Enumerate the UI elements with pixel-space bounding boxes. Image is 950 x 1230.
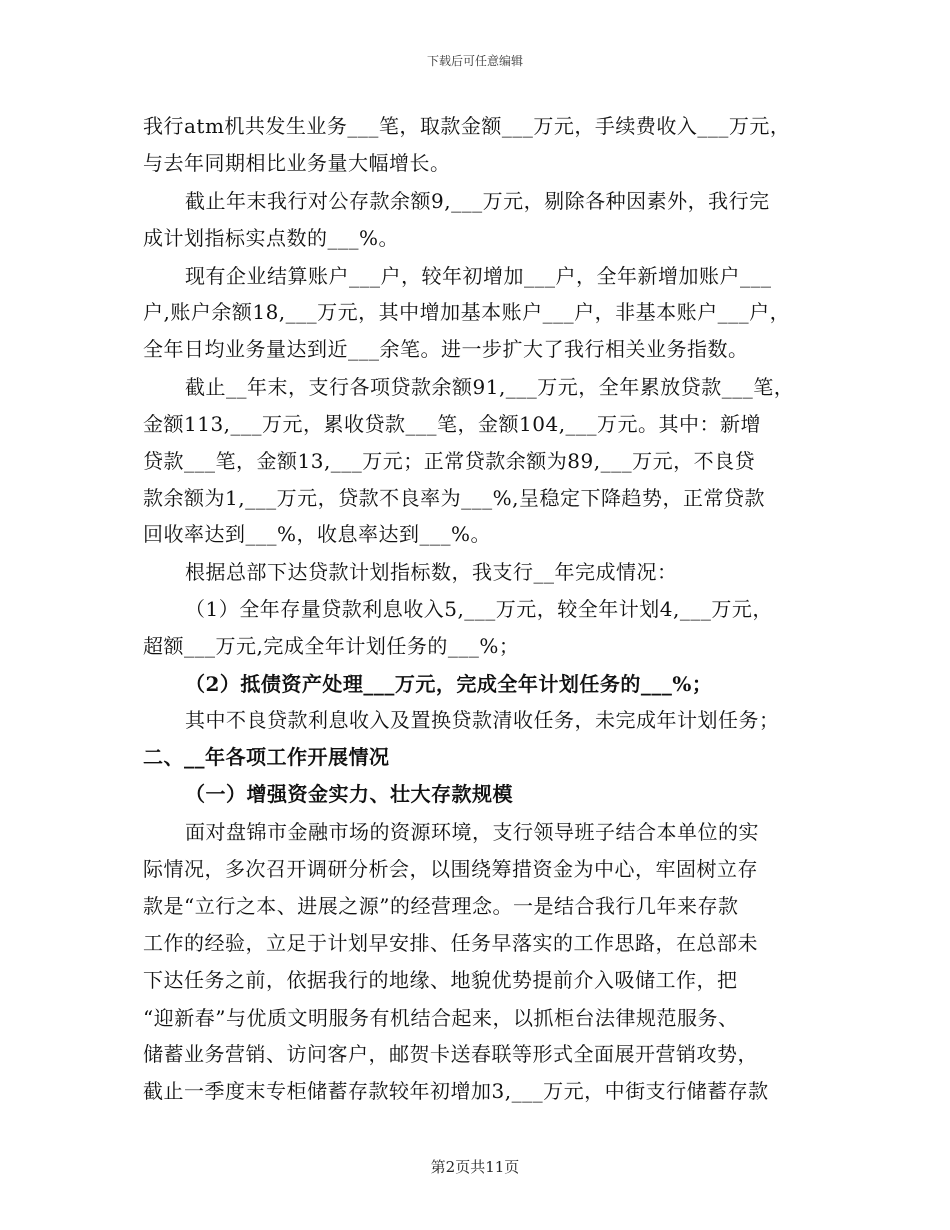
- text-line: 现有企业结算账户___户，较年初增加___户，全年新增加账户___: [185, 264, 772, 288]
- text-line: 成计划指标实点数的___%。: [143, 226, 400, 250]
- text-line: 截止年末我行对公存款余额9,___万元，剔除各种因素外，我行完: [185, 189, 770, 213]
- text-line: 面对盘锦市金融市场的资源环境，支行领导班子结合本单位的实: [185, 820, 759, 844]
- text-line: “迎新春”与优质文明服务有机结合起来，以抓柜台法律规范服务、: [143, 1006, 739, 1030]
- text-line: 根据总部下达贷款计划指标数，我支行__年完成情况：: [185, 560, 678, 584]
- page-footer: 第2页共11页: [430, 1158, 520, 1176]
- text-line: 金额113,___万元，累收贷款___笔，金额104,___万元。其中：新增: [143, 412, 762, 436]
- text-line: 下达任务之前，依据我行的地缘、地貌优势提前介入吸储工作，把: [143, 968, 738, 992]
- text-line: 与去年同期相比业务量大幅增长。: [143, 151, 451, 175]
- text-line: 贷款___笔，金额13,___万元；正常贷款余额为89,___万元，不良贷: [143, 449, 756, 473]
- text-line: 款余额为1,___万元，贷款不良率为___%,呈稳定下降趋势，正常贷款: [143, 486, 765, 510]
- text-line: 其中不良贷款利息收入及置换贷款清收任务，未完成年计划任务；: [185, 708, 780, 732]
- text-line: 户,账户余额18,___万元，其中增加基本账户___户，非基本账户___户，: [143, 300, 791, 324]
- text-line: 工作的经验，立足于计划早安排、任务早落实的工作思路，在总部未: [143, 931, 758, 955]
- section-heading: 二、__年各项工作开展情况: [143, 745, 390, 769]
- subsection-heading: （一）增强资金实力、壮大存款规模: [185, 782, 513, 806]
- text-line: 全年日均业务量达到近___余笔。进一步扩大了我行相关业务指数。: [143, 337, 749, 361]
- text-line: 超额___万元,完成全年计划任务的___%；: [143, 634, 520, 658]
- text-line: 我行atm机共发生业务___笔，取款金额___万元，手续费收入___万元，: [143, 114, 791, 138]
- text-line: 回收率达到___%，收息率达到___%。: [143, 522, 492, 546]
- text-line-bold: （2）抵债资产处理___万元，完成全年计划任务的___%；: [185, 672, 713, 696]
- text-line: 款是“立行之本、进展之源”的经营理念。一是结合我行几年来存款: [143, 894, 739, 918]
- page-header: 下载后可任意编辑: [426, 54, 523, 68]
- text-line: 储蓄业务营销、访问客户，邮贺卡送春联等形式全面展开营销攻势，: [143, 1042, 758, 1066]
- text-line: 截止一季度末专柜储蓄存款较年初增加3,___万元，中街支行储蓄存款: [143, 1079, 769, 1103]
- text-line: （1）全年存量贷款利息收入5,___万元，较全年计划4,___万元，: [185, 597, 773, 621]
- text-line: 际情况，多次召开调研分析会，以围绕筹措资金为中心，牢固树立存: [143, 857, 758, 881]
- text-line: 截止__年末，支行各项贷款余额91,___万元，全年累放贷款___笔，: [185, 375, 795, 399]
